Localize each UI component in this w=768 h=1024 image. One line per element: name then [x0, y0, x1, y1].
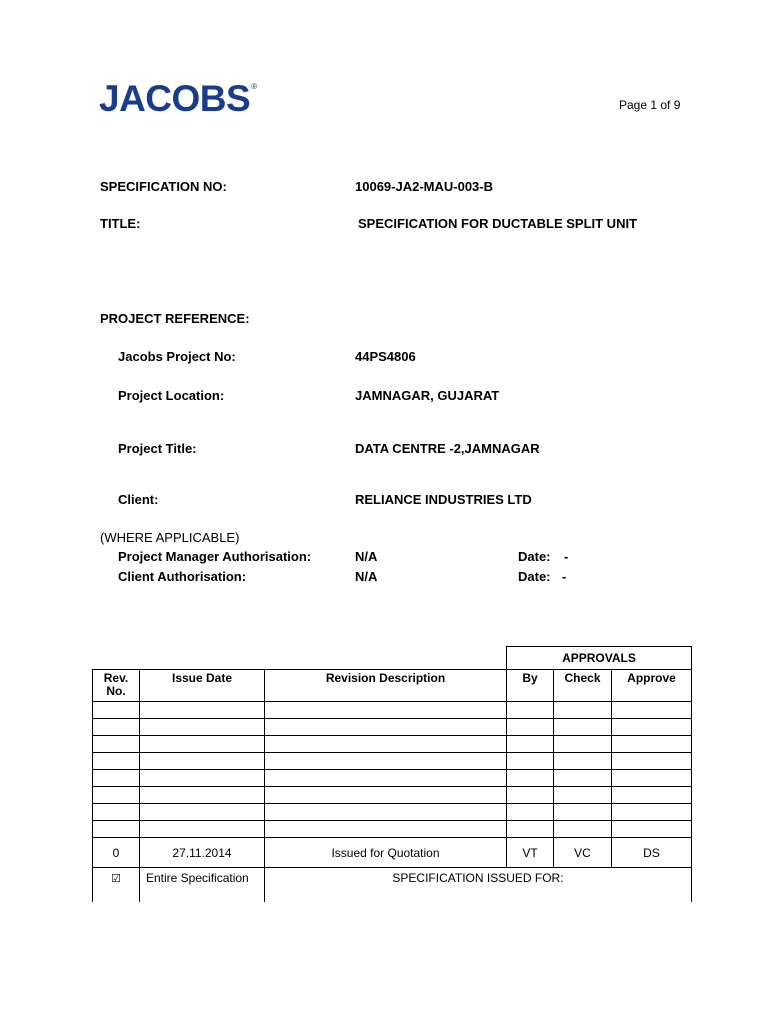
check-cell: VC: [554, 838, 612, 868]
project-no-label: Jacobs Project No:: [118, 349, 236, 364]
project-no-value: 44PS4806: [355, 349, 416, 364]
col-issue-date: Issue Date: [140, 670, 265, 702]
page-indicator: Page 1 of 9: [619, 98, 681, 112]
pm-date-value: -: [564, 549, 569, 564]
entire-specification-label: Entire Specification: [146, 871, 249, 885]
table-row: [93, 736, 692, 753]
title-label: TITLE:: [100, 216, 141, 231]
project-title-value: DATA CENTRE -2,JAMNAGAR: [355, 441, 540, 456]
pm-authorisation-label: Project Manager Authorisation:: [118, 549, 312, 564]
table-row: [93, 702, 692, 719]
spec-no-value: 10069-JA2-MAU-003-B: [355, 179, 493, 194]
project-title-label: Project Title:: [118, 441, 197, 456]
approve-cell: DS: [612, 838, 692, 868]
table-row: [93, 719, 692, 736]
client-authorisation-value: N/A: [355, 569, 378, 584]
table-row: [93, 821, 692, 838]
specification-issued-for-label: SPECIFICATION ISSUED FOR:: [392, 871, 564, 885]
date-cell: 27.11.2014: [140, 838, 265, 868]
client-label: Client:: [118, 492, 159, 507]
where-applicable-note: (WHERE APPLICABLE): [100, 530, 240, 545]
by-cell: VT: [507, 838, 554, 868]
entire-spec-checkbox-cell: [93, 868, 140, 903]
client-value: RELIANCE INDUSTRIES LTD: [355, 492, 532, 507]
jacobs-logo: [99, 80, 257, 117]
revision-table: [92, 646, 692, 902]
project-location-label: Project Location:: [118, 388, 225, 403]
table-row: [93, 787, 692, 804]
client-date-label: Date:: [518, 569, 551, 584]
logo-text: JACOBS: [99, 78, 251, 119]
registered-mark: ®: [251, 82, 257, 91]
table-row: [93, 804, 692, 821]
spec-no-label: SPECIFICATION NO:: [100, 179, 227, 194]
col-approve: Approve: [612, 670, 692, 702]
project-location-value: JAMNAGAR, GUJARAT: [355, 388, 500, 403]
table-row: [93, 838, 692, 868]
table-row: [93, 770, 692, 787]
table-row: [93, 753, 692, 770]
col-check: Check: [554, 670, 612, 702]
pm-date-label: Date:: [518, 549, 551, 564]
description-cell: Issued for Quotation: [265, 838, 507, 868]
rev-cell: 0: [93, 838, 140, 868]
pm-authorisation-value: N/A: [355, 549, 378, 564]
table-header-row: [93, 670, 692, 702]
col-by: By: [507, 670, 554, 702]
approvals-header: APPROVALS: [507, 647, 692, 670]
client-authorisation-label: Client Authorisation:: [118, 569, 247, 584]
col-rev-no: Rev. No.: [93, 670, 140, 702]
client-date-value: -: [562, 569, 567, 584]
checkbox-checked-icon: ☑: [111, 873, 121, 885]
issued-for-row: [93, 868, 692, 903]
title-value: SPECIFICATION FOR DUCTABLE SPLIT UNIT: [358, 216, 638, 231]
col-description: Revision Description: [265, 670, 507, 702]
project-reference-heading: PROJECT REFERENCE:: [100, 311, 250, 326]
